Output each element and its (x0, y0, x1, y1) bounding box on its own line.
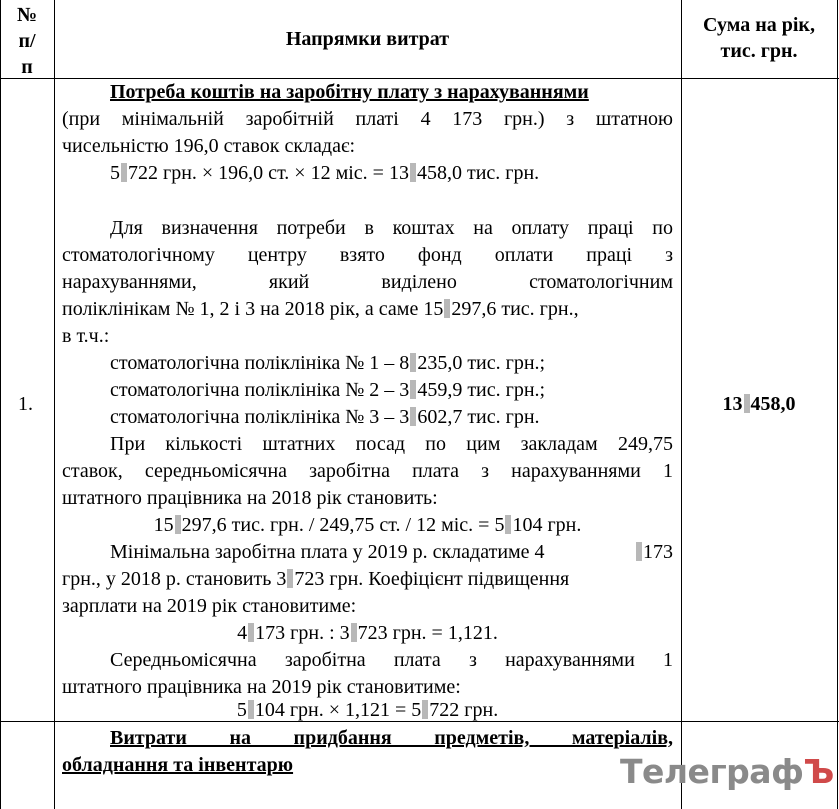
table-border-left (0, 0, 1, 809)
row1-text-line: штатного працівника на 2018 рік становить: (62, 487, 438, 509)
calc-avg-salary-2019: 5 104 грн. × 1,121 = 5 722 грн. (236, 699, 499, 721)
row1-text-line: Середньомісячна заробітна плата з нарахуваннями 1 (110, 649, 673, 671)
row1-text-line: стоматологічному центру взято фонд оплати праці з (62, 244, 673, 266)
row1-text-line: в т.ч.: (62, 325, 110, 347)
calc-coefficient: 4 173 грн. : 3 723 грн. = 1,121. (237, 622, 498, 644)
header-directions: Напрямки витрат (285, 28, 450, 50)
row1-text-line: Мінімальна заробітна плата у 2019 р. складатиме 4 173 (110, 541, 673, 563)
row1-text-line: штатного працівника на 2019 рік становитиме: (62, 676, 461, 698)
row1-text-line: нарахуваннями, який виділено стоматологічним (62, 271, 673, 293)
row1-text-line: поліклінікам № 1, 2 і 3 на 2018 рік, а саме 15 297,6 тис. грн., (62, 298, 579, 320)
row1-title: Потреба коштів на заробітну плату з нарахуваннями (110, 81, 589, 103)
telegraf-watermark-logo: ТелеграфЪ (620, 752, 834, 791)
header-num: № п/ п (16, 4, 38, 78)
row1-text-line: Для визначення потреби в коштах на оплату праці по (110, 217, 673, 239)
clinic-2: стоматологічна поліклініка № 2 – 3 459,9 тис. грн.; (110, 379, 546, 401)
row2-title: обладнання та інвентарю (62, 754, 294, 776)
table-border-right (837, 0, 838, 809)
calc-salary-fund: 5 722 грн. × 196,0 ст. × 12 міс. = 13 458,0 тис. грн. (110, 162, 540, 184)
header-sum: Сума на рік, тис. грн. (703, 14, 815, 62)
row2-title: Витрати на придбання предметів, матеріалів, (110, 727, 673, 749)
number-space-marker (744, 394, 750, 413)
table-border-col1 (54, 0, 55, 809)
clinic-1: стоматологічна поліклініка № 1 – 8 235,0 тис. грн.; (110, 352, 546, 374)
row1-text-line: грн., у 2018 р. становить 3 723 грн. Коефіцієнт підвищення (62, 568, 570, 590)
row1-number: 1. (18, 393, 33, 415)
row1-text-line: зарплати на 2019 рік становитиме: (62, 595, 357, 617)
calc-avg-salary-2018: 15 297,6 тис. грн. / 249,75 ст. / 12 міс. = 5 104 грн. (153, 514, 582, 536)
row1-text-line: При кількості штатних посад по цим закладам 249,75 (110, 433, 673, 455)
row1-text-line: (при мінімальній заробітній платі 4 173 грн.) з штатною (62, 108, 673, 130)
clinic-3: стоматологічна поліклініка № 3 – 3 602,7 тис. грн. (110, 406, 540, 428)
row1-sum: 13 458,0 (722, 393, 796, 415)
row1-text-line: чисельністю 196,0 ставок складає: (62, 135, 356, 157)
row1-text-line: ставок, середньомісячна заробітна плата з нарахуваннями 1 (62, 460, 673, 482)
